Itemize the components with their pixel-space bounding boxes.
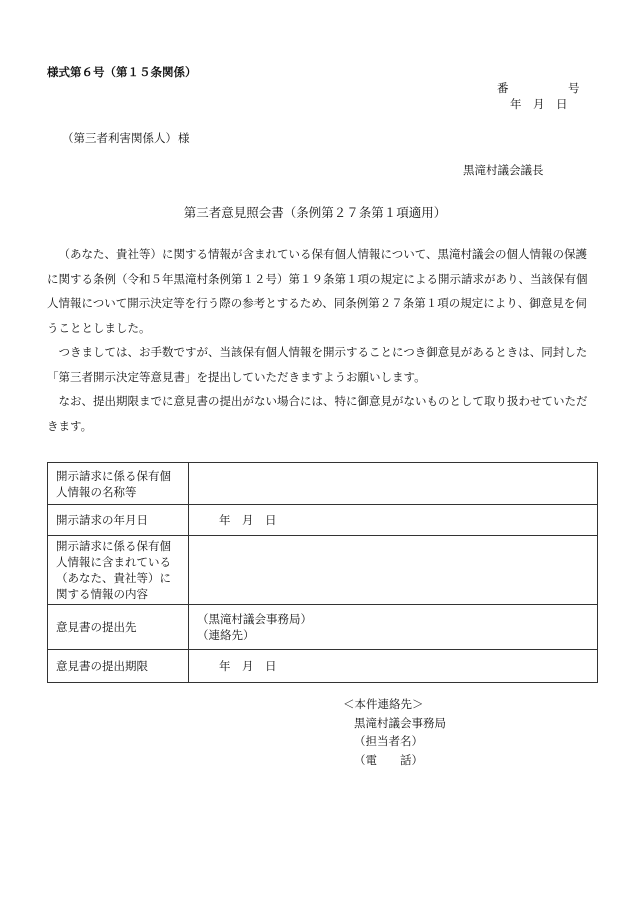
table-row: [48, 536, 598, 605]
destination-contact: （連絡先）: [197, 628, 255, 642]
row-value-info-content: [189, 536, 598, 605]
contact-phone: （電 話）: [354, 752, 423, 767]
contact-heading: ＜本件連絡先＞: [343, 697, 424, 711]
table-row: [48, 505, 598, 536]
sender-name: 黒滝村議会議長: [463, 163, 544, 177]
contact-person: （担当者名）: [354, 734, 423, 748]
body-text: [47, 242, 595, 438]
body-paragraph-2: つきましては、お手数ですが、当該保有個人情報を開示することにつき御意見があるときは、同封した「第三者開示決定等意見書」を提出していただきますようお願いします。: [47, 345, 588, 384]
row-label-info-name: 開示請求に係る保有個人情報の名称等: [48, 463, 189, 505]
row-value-request-date: 年 月 日: [189, 505, 598, 536]
contact-office: 黒滝村議会事務局: [354, 715, 446, 730]
body-paragraph-1: （あなた、貴社等）に関する情報が含まれている保有個人情報について、黒滝村議会の個人情報の保護に関する条例（令和５年黒滝村条例第１２号）第１９条第１項の規定による開示請求があり、当該保有個人情報について開示決定等を行う際の参考とするため、同条例第２７条第１項の規定により、御意見を伺うこととしました。: [47, 247, 588, 335]
row-value-submission-destination: [189, 605, 598, 650]
row-label-submission-deadline: 意見書の提出期限: [48, 650, 189, 683]
destination-office: （黒滝村議会事務局）: [197, 612, 312, 626]
row-value-submission-deadline: 年 月 日: [189, 650, 598, 683]
addressee-honorific: 様: [178, 131, 190, 145]
form-number: 様式第６号（第１５条関係）: [47, 65, 197, 79]
table-row: [48, 650, 598, 683]
row-value-info-name: [189, 463, 598, 505]
body-paragraph-3: なお、提出期限までに意見書の提出がない場合には、特に御意見がないものとして取り扱わせていただきます。: [47, 394, 588, 433]
document-number-label: 番: [497, 81, 509, 95]
row-label-info-content: 開示請求に係る保有個人情報に含まれている（あなた、貴社等）に関する情報の内容: [48, 536, 189, 605]
table-row: [48, 463, 598, 505]
document-number-suffix: 号: [568, 81, 580, 95]
request-info-table: [47, 462, 598, 683]
addressee-name: （第三者利害関係人）: [62, 131, 177, 145]
document-title: 第三者意見照会書（条例第２７条第１項適用）: [183, 205, 447, 220]
issue-date: 年 月 日: [510, 97, 568, 111]
row-label-request-date: 開示請求の年月日: [48, 505, 189, 536]
row-label-submission-destination: 意見書の提出先: [48, 605, 189, 650]
contact-block: [343, 695, 446, 769]
table-row: [48, 605, 598, 650]
